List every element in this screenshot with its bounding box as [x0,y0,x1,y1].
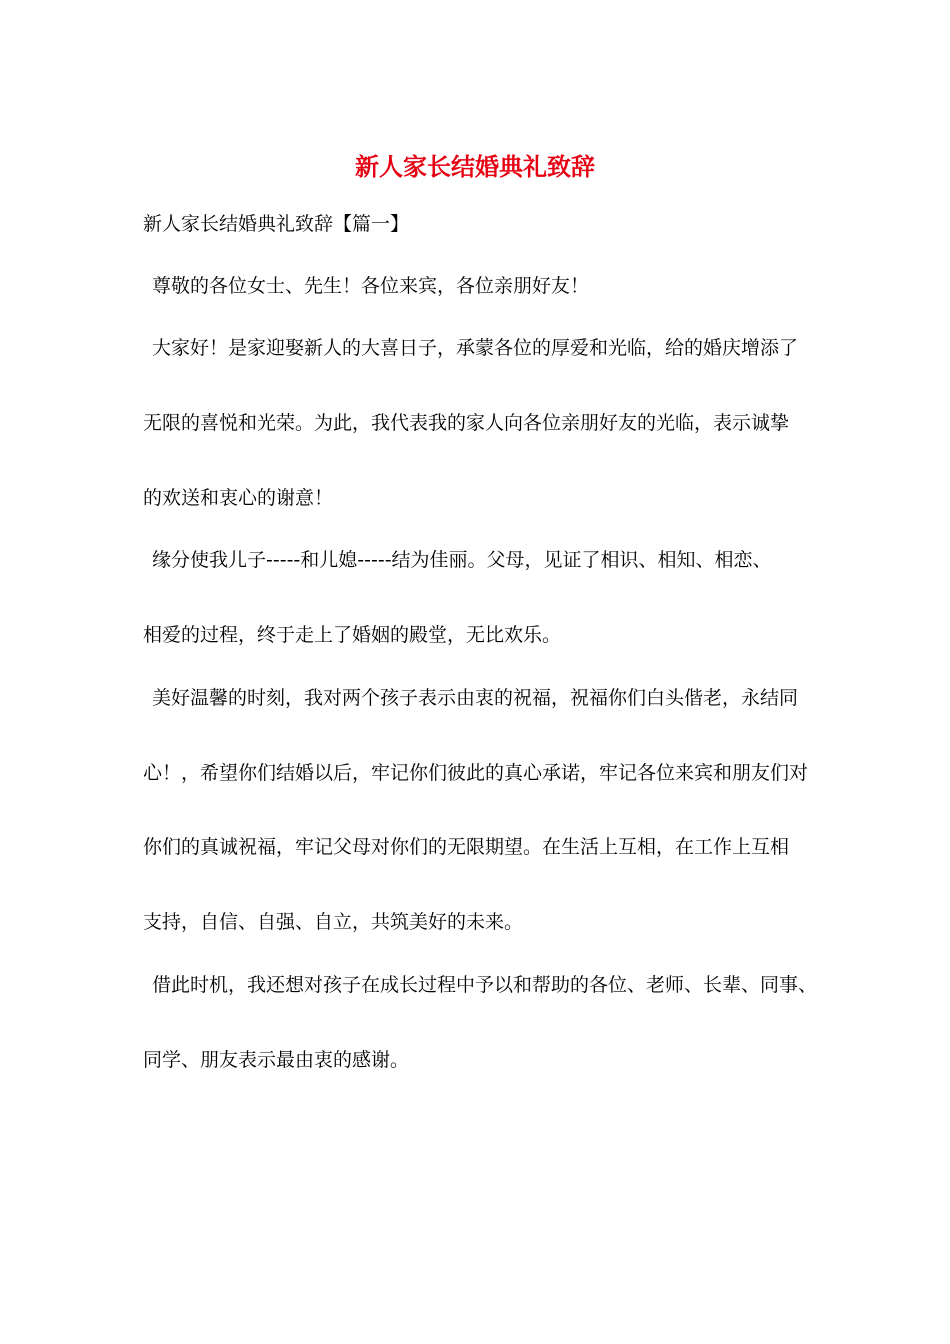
paragraph-line: 无限的喜悦和光荣。为此，我代表我的家人向各位亲朋好友的光临，表示诚挚 [143,412,790,434]
paragraph-line-greeting: 尊敬的各位女士、先生！各位来宾，各位亲朋好友！ [152,275,590,297]
paragraph-line: 相爱的过程，终于走上了婚姻的殿堂，无比欢乐。 [143,624,562,646]
paragraph-line: 你们的真诚祝福，牢记父母对你们的无限期望。在生活上互相，在工作上互相 [143,836,790,858]
paragraph-line: 的欢送和衷心的谢意！ [143,487,334,509]
section-heading: 新人家长结婚典礼致辞【篇一】 [143,213,410,235]
paragraph-line: 美好温馨的时刻，我对两个孩子表示由衷的祝福，祝福你们白头偕老，永结同 [152,687,799,709]
paragraph-line: 大家好！是家迎娶新人的大喜日子，承蒙各位的厚爱和光临，给的婚庆增添了 [152,337,799,359]
paragraph-line: 借此时机，我还想对孩子在成长过程中予以和帮助的各位、老师、长辈、同事、 [152,974,818,996]
paragraph-line: 同学、朋友表示最由衷的感谢。 [143,1049,410,1071]
paragraph-line: 心！，希望你们结婚以后，牢记你们彼此的真心承诺，牢记各位来宾和朋友们对 [143,762,809,784]
paragraph-line: 支持，自信、自强、自立，共筑美好的未来。 [143,911,524,933]
document-title: 新人家长结婚典礼致辞 [355,152,595,181]
paragraph-line: 缘分使我儿子-----和儿媳-----结为佳丽。父母，见证了相识、相知、相恋、 [152,549,772,571]
